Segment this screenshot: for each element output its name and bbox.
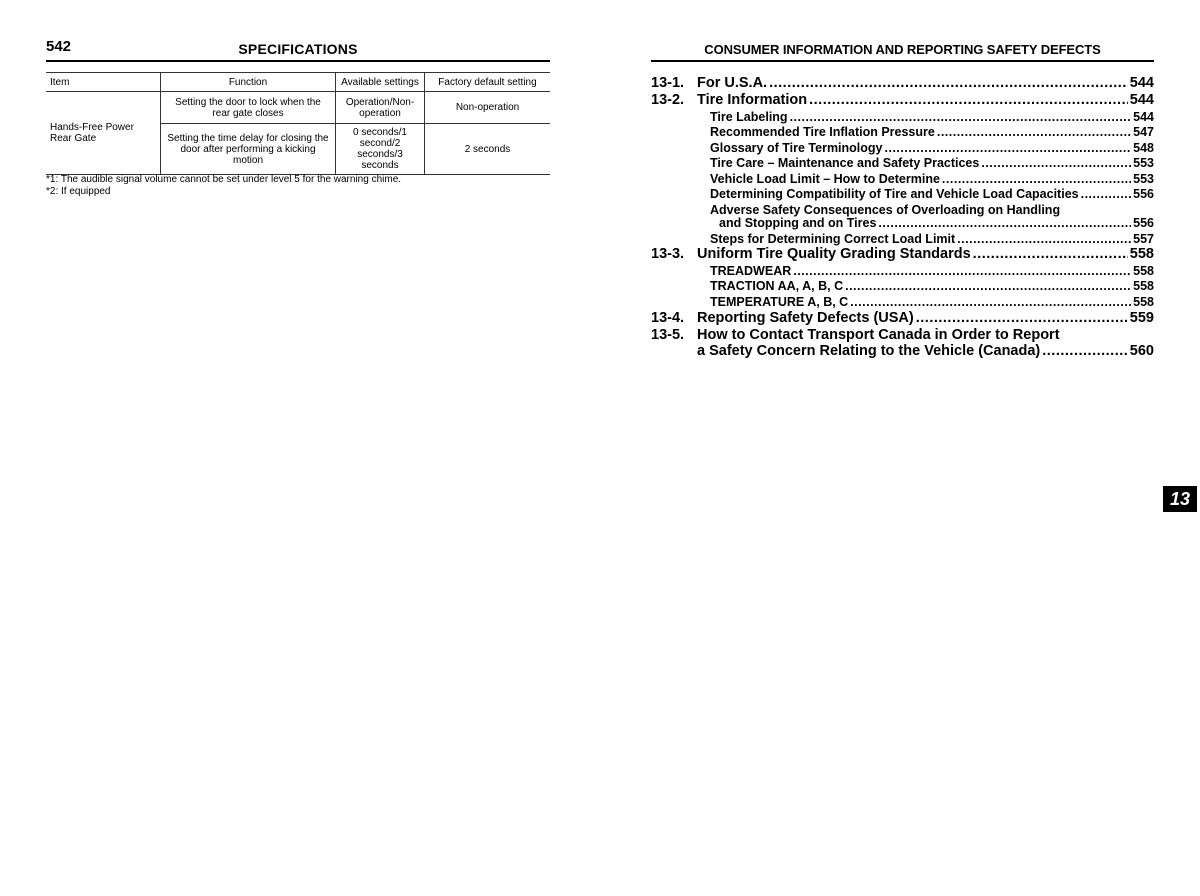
toc-entry-13-5[interactable]: [651, 327, 1154, 343]
factory-default-cell: 2 seconds: [425, 124, 551, 175]
chapter-tab: 13: [1163, 486, 1197, 512]
leader-dots: [937, 125, 1131, 139]
chapter-title: CONSUMER INFORMATION AND REPORTING SAFETY DEFECTS: [704, 42, 1101, 57]
leader-dots: [981, 156, 1131, 170]
toc-page-number: 559: [1129, 310, 1154, 326]
leader-dots: [973, 246, 1128, 262]
toc-title: Recommended Tire Inflation Pressure: [710, 125, 935, 139]
page-number: 542: [46, 38, 72, 55]
toc-number: 13-1.: [651, 75, 685, 91]
leader-dots: [809, 92, 1128, 108]
leader-dots: [845, 279, 1131, 293]
leader-dots: [885, 141, 1132, 155]
leader-dots: [790, 110, 1132, 124]
specifications-table: [46, 72, 550, 175]
toc-title: Tire Information: [697, 92, 808, 108]
toc-number: 13-5.: [651, 327, 685, 343]
footnote: *1: The audible signal volume cannot be set under level 5 for the warning chime.: [46, 174, 402, 185]
toc-title: Reporting Safety Defects (USA): [697, 310, 914, 326]
leader-dots: [1081, 187, 1132, 201]
toc-entry-13-4[interactable]: [651, 310, 1154, 326]
toc-subentry[interactable]: [710, 156, 1154, 170]
toc-number: 13-4.: [651, 310, 685, 326]
toc-entry-13-3[interactable]: [651, 246, 1154, 262]
function-cell: Setting the door to lock when the rear gate closes: [161, 92, 336, 124]
toc-page-number: 560: [1129, 343, 1154, 359]
toc-subentry[interactable]: [710, 125, 1154, 139]
toc-page-number: 553: [1133, 156, 1154, 170]
toc-page-number: 558: [1133, 279, 1154, 293]
leader-dots: [793, 264, 1131, 278]
column-header-function: Function: [161, 73, 336, 92]
footnote: *2: If equipped: [46, 186, 111, 197]
toc-number: 13-2.: [651, 92, 685, 108]
toc-title: For U.S.A.: [697, 75, 768, 91]
toc-title: and Stopping and on Tires: [719, 216, 877, 230]
toc-title: TRACTION AA, A, B, C: [710, 279, 844, 293]
toc-subentry-line1[interactable]: Adverse Safety Consequences of Overloading on Handling: [710, 203, 1061, 217]
function-cell: Setting the time delay for closing the door after performing a kicking motion: [161, 124, 336, 175]
toc-page-number: 548: [1133, 141, 1154, 155]
column-header-item: Item: [46, 73, 161, 92]
toc-title-line1: How to Contact Transport Canada in Order to Report: [697, 327, 1060, 343]
toc-entry-13-2[interactable]: [651, 92, 1154, 108]
toc-subentry[interactable]: [710, 279, 1154, 293]
toc-subentry[interactable]: [710, 264, 1154, 278]
factory-default-cell: Non-operation: [425, 92, 551, 124]
leader-dots: [850, 295, 1131, 309]
toc-page-number: 556: [1133, 187, 1154, 201]
toc-title: Steps for Determining Correct Load Limit: [710, 232, 956, 246]
toc-subentry[interactable]: [710, 141, 1154, 155]
leader-dots: [769, 75, 1128, 91]
available-settings-cell: 0 seconds/1 second/2 seconds/3 seconds: [336, 124, 425, 175]
table-row: [46, 92, 550, 124]
toc-subentry[interactable]: [710, 232, 1154, 246]
leader-dots: [916, 310, 1128, 326]
footnotes: [46, 174, 401, 198]
toc-title: TREADWEAR: [710, 264, 792, 278]
toc-subentry[interactable]: [710, 216, 1154, 230]
item-cell: Hands-Free Power Rear Gate: [46, 92, 161, 175]
toc-page-number: 544: [1129, 92, 1154, 108]
toc-subentry[interactable]: [710, 295, 1154, 309]
right-page-header: [651, 40, 1154, 62]
toc-entry-13-1[interactable]: [651, 75, 1154, 91]
toc-subentry[interactable]: [710, 110, 1154, 124]
leader-dots: [942, 172, 1131, 186]
toc-page-number: 558: [1129, 246, 1154, 262]
leader-dots: [1042, 343, 1128, 359]
toc-subentry[interactable]: [710, 172, 1154, 186]
toc-entry-13-5-line2[interactable]: [651, 343, 1154, 359]
toc-title-line2: a Safety Concern Relating to the Vehicle (Canada): [697, 343, 1041, 359]
toc-title: Vehicle Load Limit – How to Determine: [710, 172, 940, 186]
available-settings-cell: Operation/Non-operation: [336, 92, 425, 124]
toc-title: Tire Labeling: [710, 110, 788, 124]
column-header-factory-default: Factory default setting: [425, 73, 551, 92]
table-header-row: [46, 73, 550, 92]
left-page-header: [46, 38, 550, 62]
toc-title: TEMPERATURE A, B, C: [710, 295, 849, 309]
toc-title: Uniform Tire Quality Grading Standards: [697, 246, 971, 262]
toc-page-number: 558: [1133, 264, 1154, 278]
toc-title: Tire Care – Maintenance and Safety Practices: [710, 156, 980, 170]
toc-page-number: 544: [1133, 110, 1154, 124]
toc-page-number: 558: [1133, 295, 1154, 309]
toc-number: 13-3.: [651, 246, 685, 262]
toc-subentry[interactable]: [710, 187, 1154, 201]
column-header-available-settings: Available settings: [336, 73, 425, 92]
leader-dots: [878, 216, 1131, 230]
leader-dots: [957, 232, 1131, 246]
toc-page-number: 556: [1133, 216, 1154, 230]
toc-title: Glossary of Tire Terminology: [710, 141, 883, 155]
toc-page-number: 553: [1133, 172, 1154, 186]
toc-page-number: 547: [1133, 125, 1154, 139]
toc-page-number: 557: [1133, 232, 1154, 246]
toc-title: Determining Compatibility of Tire and Vehicle Load Capacities: [710, 187, 1079, 201]
section-title: SPECIFICATIONS: [238, 41, 358, 57]
toc-page-number: 544: [1129, 75, 1154, 91]
